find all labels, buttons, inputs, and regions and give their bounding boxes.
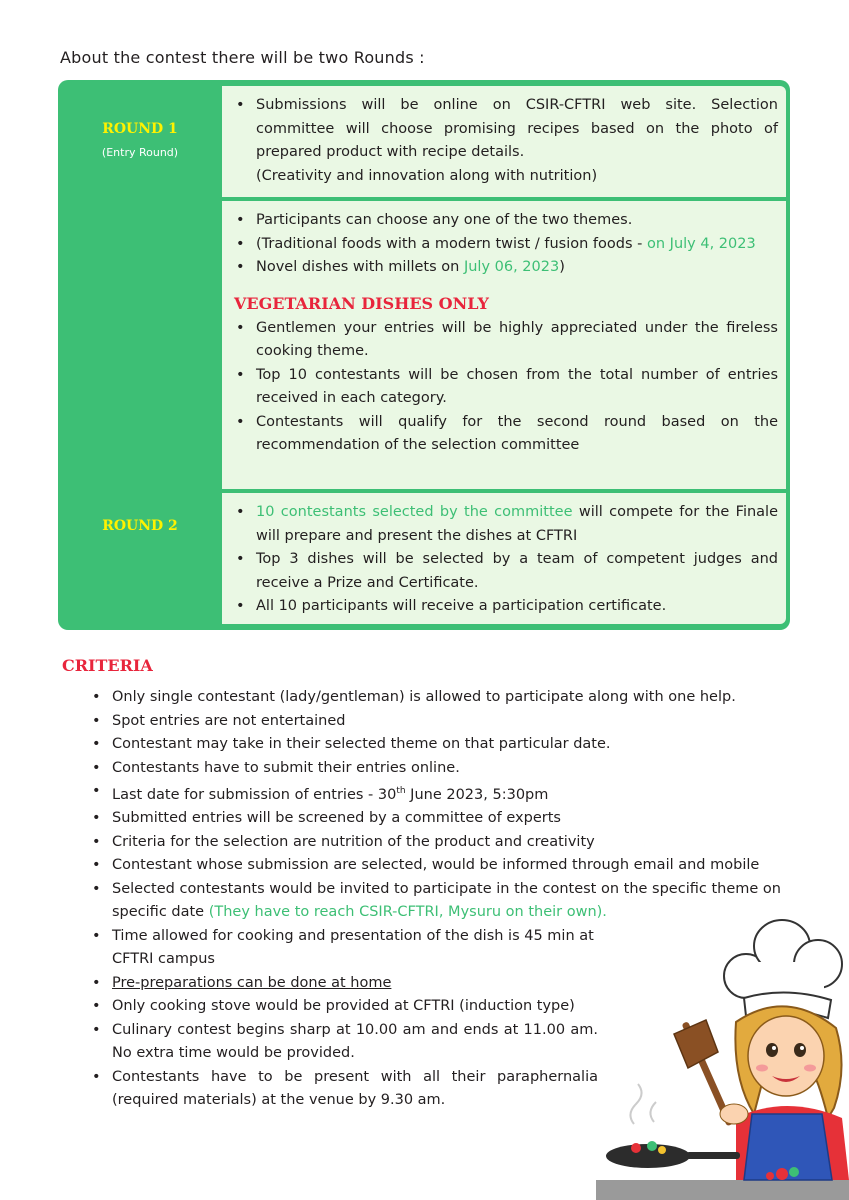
vegetarian-heading: VEGETARIAN DISHES ONLY [234, 293, 489, 313]
round-2-selected: 10 contestants selected by the committee [256, 504, 573, 520]
round-2-finale: will compete for the Finale will prepare and present the dishes at CFTRI [256, 504, 778, 544]
deadline-text: Last date for submission of entries - 30 [112, 786, 397, 803]
criteria-item: • Contestant may take in their selected theme on that particular date. [88, 733, 793, 757]
theme-millets-date: July 06, 2023 [463, 259, 560, 275]
round-1-item [232, 94, 778, 188]
criteria-stove: • Only cooking stove would be provided at CFTRI (induction type) [88, 995, 598, 1019]
criteria-presence: • Contestants have to be present with all their paraphernalia (required materials) at the venue by 9.30 am. [88, 1066, 598, 1113]
counter-shape [596, 1180, 849, 1200]
selected-text: Selected contestants would be invited to participate in the contest on the specific theme on specific date [112, 880, 781, 921]
round-1-cell [222, 86, 786, 197]
criteria-item: • Contestant whose submission are selected, would be informed through email and mobile [88, 854, 793, 878]
criteria-item: • Only single contestant (lady/gentleman) is allowed to participate along with one help. [88, 686, 793, 710]
preprep-text: Pre-preparations can be done at home [112, 974, 392, 991]
theme-traditional [232, 233, 778, 257]
criteria-deadline [88, 780, 793, 807]
round-2-label: ROUND 2 [102, 518, 178, 534]
veg-item: • Gentlemen your entries will be highly appreciated under the fireless cooking theme. [232, 317, 778, 364]
themes-item: • Participants can choose any one of the two themes. [232, 209, 778, 233]
theme-millets-text: Novel dishes with millets on [256, 259, 464, 275]
veg-item: • Top 10 contestants will be chosen from the total number of entries received in each category. [232, 364, 778, 411]
themes-cell [222, 201, 786, 489]
criteria-heading: CRITERIA [62, 656, 153, 675]
criteria-preprep [88, 972, 598, 996]
round-1-label: ROUND 1 [102, 121, 178, 137]
theme-millets [232, 256, 778, 280]
round-1-subtitle: (Entry Round) [101, 146, 179, 159]
theme-millets-end: ) [559, 259, 565, 275]
round-2-item [232, 501, 778, 548]
round-2-cell [222, 493, 786, 624]
theme-traditional-date: on July 4, 2023 [647, 235, 756, 252]
criteria-item: • Spot entries are not entertained [88, 710, 793, 734]
criteria-timing: • Culinary contest begins sharp at 10.00 am and ends at 11.00 am. No extra time would be provided. [88, 1019, 598, 1066]
deadline-sup: th [396, 786, 406, 796]
criteria-time: • Time allowed for cooking and presentation of the dish is 45 min at CFTRI campus [88, 925, 598, 972]
chef-girl-cooking-illustration [596, 918, 849, 1200]
deadline-date: June 2023, 5:30pm [405, 786, 549, 803]
selected-note: (They have to reach CSIR-CFTRI, Mysuru on their own). [208, 904, 607, 921]
round-1-note: (Creativity and innovation along with nutrition) [256, 167, 598, 184]
theme-traditional-text: (Traditional foods with a modern twist / fusion foods - [256, 235, 647, 252]
round-2-item: • All 10 participants will receive a participation certificate. [232, 595, 778, 619]
round-1-text: Submissions will be online on CSIR-CFTRI web site. Selection committee will choose promising recipes based on the photo of prepared product with recipe details. [256, 97, 778, 160]
criteria-item: • Criteria for the selection are nutrition of the product and creativity [88, 831, 793, 855]
veg-item: • Contestants will qualify for the second round based on the recommendation of the selection committee [232, 411, 778, 458]
intro-heading: About the contest there will be two Rounds : [60, 48, 425, 67]
criteria-item: • Submitted entries will be screened by a committee of experts [88, 807, 793, 831]
criteria-item: • Contestants have to submit their entries online. [88, 757, 793, 781]
round-2-item: • Top 3 dishes will be selected by a team of competent judges and receive a Prize and Certificate. [232, 548, 778, 595]
